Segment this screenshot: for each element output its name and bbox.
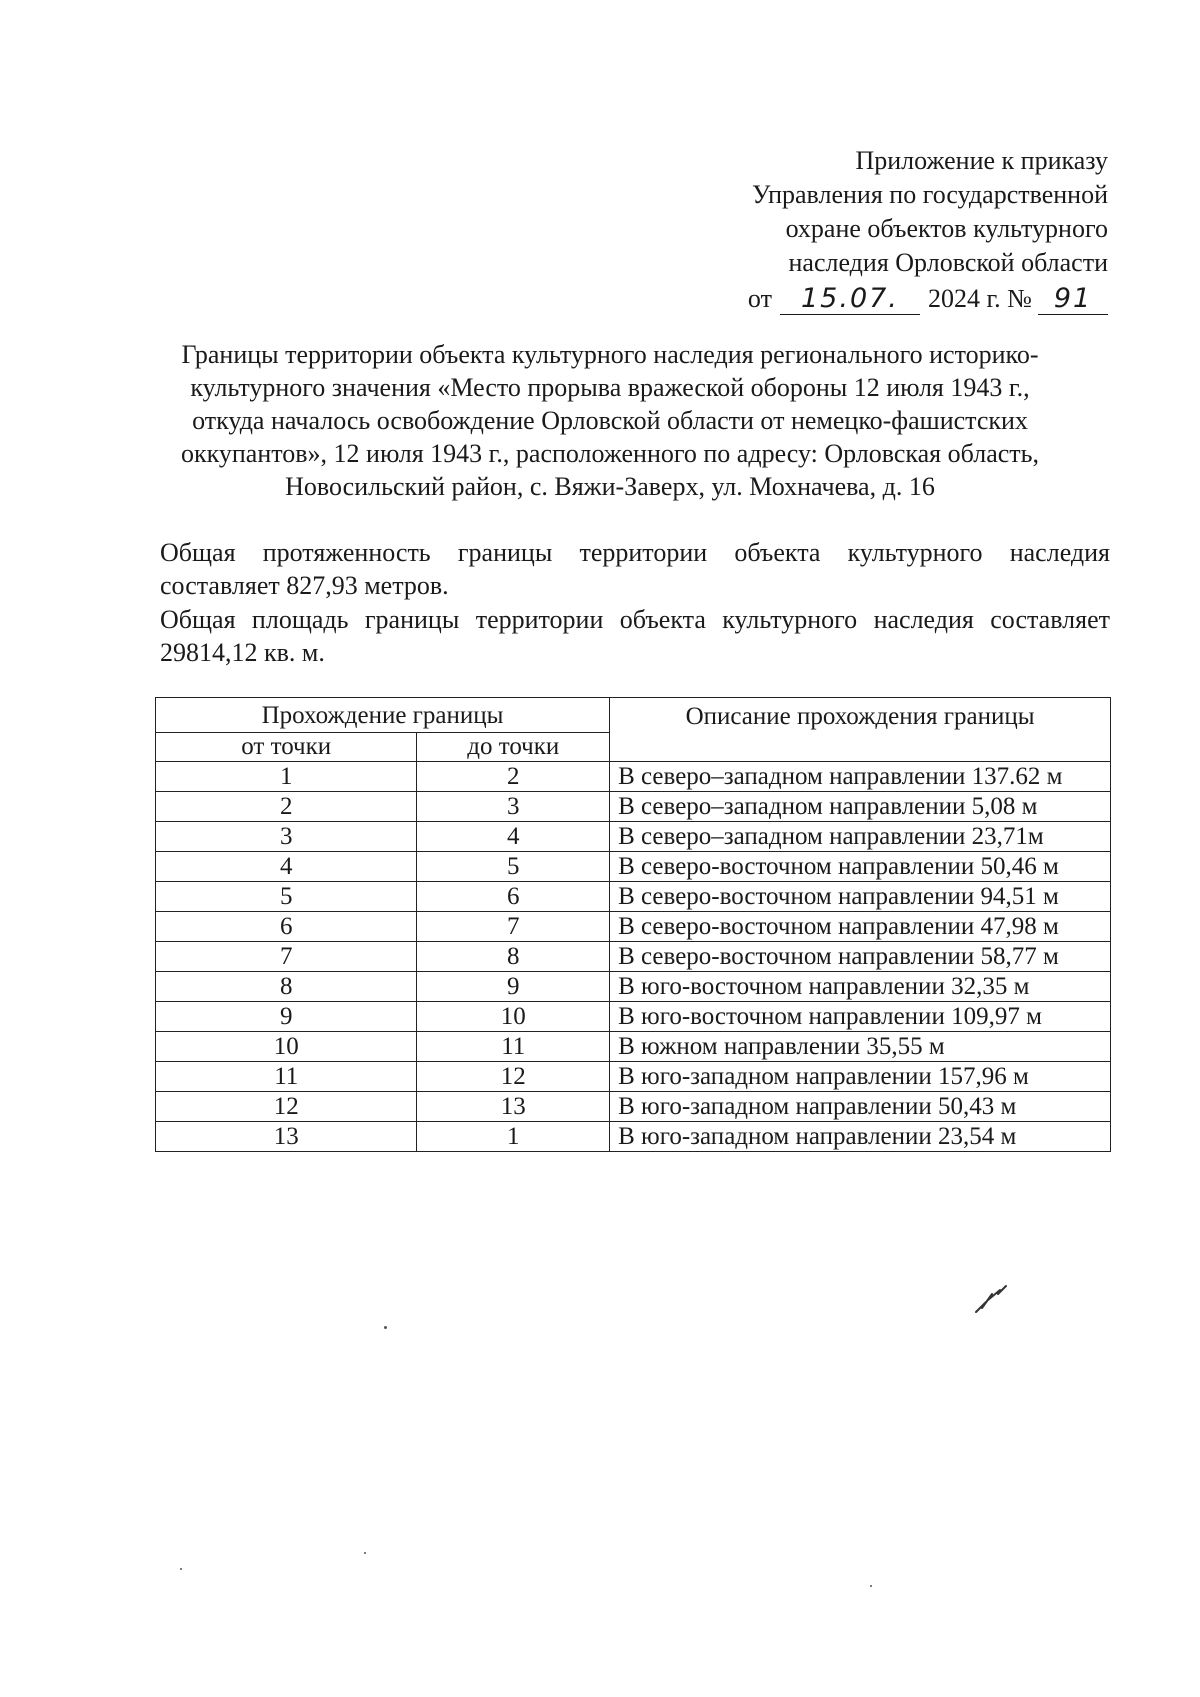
table-row [156, 882, 1111, 912]
to-point-cell: 5 [417, 852, 610, 882]
from-point-cell: 9 [156, 1002, 417, 1032]
appendix-line-3: охране объектов культурного [785, 214, 1108, 243]
year-label: 2024 г. № [927, 284, 1032, 313]
boundary-table [155, 697, 1111, 1152]
title-line-3: откуда началось освобождение Орловской области от немецко-фашистских [192, 406, 1028, 435]
to-point-cell: 6 [417, 882, 610, 912]
description-cell: В южном направлении 35,55 м [610, 1032, 1111, 1062]
title-line-4: оккупантов», 12 июля 1943 г., расположенного по адресу: Орловская область, [180, 439, 1039, 468]
description-cell: В северо-восточном направлении 47,98 м [610, 912, 1111, 942]
table-row [156, 912, 1111, 942]
description-cell: В северо–западном направлении 137.62 м [610, 762, 1111, 792]
description-cell: В юго-восточном направлении 32,35 м [610, 972, 1111, 1002]
header-from-point: от точки [156, 733, 417, 762]
table-row [156, 762, 1111, 792]
from-point-cell: 5 [156, 882, 417, 912]
scan-speck [364, 1552, 366, 1554]
table-row [156, 1122, 1111, 1152]
header-boundary-passage: Прохождение границы [156, 698, 610, 733]
description-cell: В юго-западном направлении 23,54 м [610, 1122, 1111, 1152]
description-cell: В юго-восточном направлении 109,97 м [610, 1002, 1111, 1032]
document-title [150, 338, 1070, 503]
to-point-cell: 8 [417, 942, 610, 972]
table-row [156, 822, 1111, 852]
description-cell: В северо-восточном направлении 50,46 м [610, 852, 1111, 882]
from-point-cell: 13 [156, 1122, 417, 1152]
header-to-point: до точки [417, 733, 610, 762]
to-point-cell: 7 [417, 912, 610, 942]
order-date-line [548, 282, 1108, 316]
table-row [156, 942, 1111, 972]
handwritten-order-number: 91 [1038, 284, 1108, 315]
title-line-2: культурного значения «Место прорыва вражеской обороны 12 июля 1943 г., [190, 373, 1030, 402]
table-row [156, 972, 1111, 1002]
appendix-header [548, 144, 1108, 316]
title-line-1: Границы территории объекта культурного наследия регионального историко- [181, 340, 1039, 369]
header-description: Описание прохождения границы [610, 698, 1111, 762]
description-cell: В северо-восточном направлении 94,51 м [610, 882, 1111, 912]
table-row [156, 792, 1111, 822]
description-cell: В северо–западном направлении 5,08 м [610, 792, 1111, 822]
table-row [156, 1002, 1111, 1032]
to-point-cell: 4 [417, 822, 610, 852]
scan-speck [180, 1568, 182, 1570]
table-row [156, 1062, 1111, 1092]
to-point-cell: 10 [417, 1002, 610, 1032]
to-point-cell: 2 [417, 762, 610, 792]
to-point-cell: 9 [417, 972, 610, 1002]
to-point-cell: 3 [417, 792, 610, 822]
appendix-line-1: Приложение к приказу [855, 146, 1108, 175]
description-cell: В северо-восточном направлении 58,77 м [610, 942, 1111, 972]
to-point-cell: 13 [417, 1092, 610, 1122]
from-point-cell: 7 [156, 942, 417, 972]
from-point-cell: 3 [156, 822, 417, 852]
from-point-cell: 11 [156, 1062, 417, 1092]
from-label: от [747, 284, 772, 313]
scan-speck [384, 1326, 387, 1329]
table-row [156, 1092, 1111, 1122]
to-point-cell: 1 [417, 1122, 610, 1152]
appendix-line-4: наследия Орловской области [788, 248, 1108, 277]
from-point-cell: 6 [156, 912, 417, 942]
from-point-cell: 10 [156, 1032, 417, 1062]
from-point-cell: 2 [156, 792, 417, 822]
from-point-cell: 4 [156, 852, 417, 882]
title-line-5: Новосильский район, с. Вяжи-Заверх, ул. Мохначева, д. 16 [285, 472, 935, 501]
ink-mark-icon [972, 1282, 1012, 1316]
description-cell: В северо–западном направлении 23,71м [610, 822, 1111, 852]
table-row [156, 1032, 1111, 1062]
description-cell: В юго-западном направлении 157,96 м [610, 1062, 1111, 1092]
from-point-cell: 8 [156, 972, 417, 1002]
total-area-paragraph: Общая площадь границы территории объекта культурного наследия составляет 29814,12 кв. м. [160, 605, 1110, 667]
to-point-cell: 12 [417, 1062, 610, 1092]
handwritten-date: 15.07. [780, 284, 920, 315]
appendix-line-2: Управления по государственной [751, 180, 1108, 209]
from-point-cell: 1 [156, 762, 417, 792]
from-point-cell: 12 [156, 1092, 417, 1122]
description-cell: В юго-западном направлении 50,43 м [610, 1092, 1111, 1122]
to-point-cell: 11 [417, 1032, 610, 1062]
table-row [156, 852, 1111, 882]
scan-speck [870, 1585, 872, 1587]
total-length-paragraph: Общая протяженность границы территории объекта культурного наследия составляет 827,93 метров. [160, 538, 1110, 600]
